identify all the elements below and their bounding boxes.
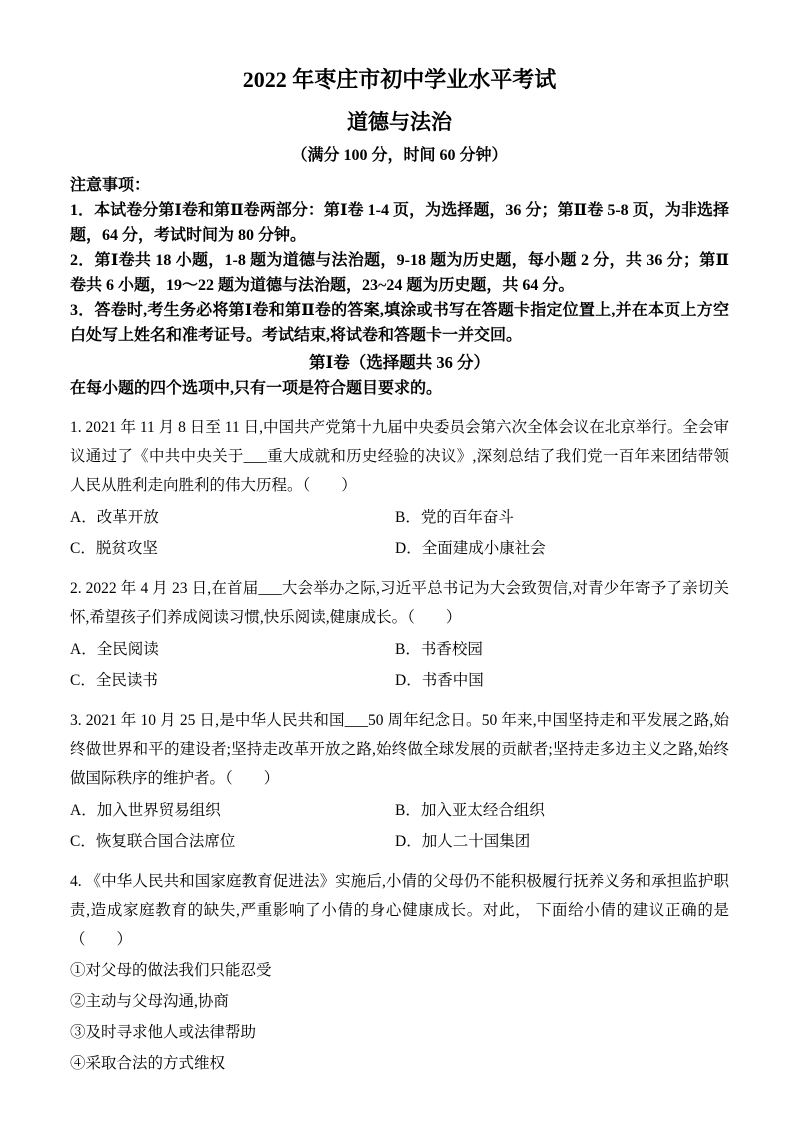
question-3 [70,706,729,856]
question-1-options [70,503,729,563]
question-2-options [70,635,729,695]
exam-title: 2022 年枣庄市初中学业水平考试 [242,67,557,92]
notice-item-2: 2．第Ⅰ卷共 18 小题，1-8 题为道德与法治题，9-18 题为历史题，每小题 2 分，共 36 分；第Ⅱ卷共 6 小题，19～22 题为道德与法治题，23~24 题为历史题，共 64 分。 [70,252,729,294]
question-2-stem: 2. 2022 年 4 月 23 日,在首届___大会举办之际,习近平总书记为大会致贺信,对青少年寄予了亲切关怀,希望孩子们养成阅读习惯,快乐阅读,健康成长。（ ） [70,580,729,626]
exam-meta: （满分 100 分，时间 60 分钟） [291,147,508,164]
question-1-stem: 1. 2021 年 11 月 8 日至 11 日,中国共产党第十九届中央委员会第六次全体会议在北京举行。全会审议通过了《中共中央关于___重大成就和历史经验的决议》,深刻总结了我们党一百年来团结带领人民从胜利走向胜利的伟大历程。（ ） [70,419,729,494]
question-3-option-d: D．加人二十国集团 [395,833,531,850]
question-1 [70,413,729,563]
question-4-statement-1: ①对父母的做法我们只能忍受 [70,962,272,979]
question-2-option-b: B．书香校园 [395,641,483,658]
question-3-options [70,796,729,856]
question-2-option-d: D．书香中国 [395,672,484,689]
question-3-option-b: B．加入亚太经合组织 [395,802,545,819]
question-1-option-d: D．全面建成小康社会 [395,540,546,557]
question-4-statement-2: ②主动与父母沟通,协商 [70,993,229,1010]
notice-heading: 注意事项： [70,177,151,194]
question-2-option-a: A．全民阅读 [70,641,159,658]
question-3-option-a: A．加入世界贸易组织 [70,802,221,819]
question-1-option-b: B．党的百年奋斗 [395,509,514,526]
question-4-statement-4: ④采取合法的方式维权 [70,1055,226,1072]
question-4-statements [70,956,729,1078]
question-2-option-c: C．全民读书 [70,672,158,689]
question-4-statement-3: ③及时寻求他人或法律帮助 [70,1024,257,1041]
question-4-stem: 4. 《中华人民共和国家庭教育促进法》实施后,小倩的父母仍不能积极履行抚养义务和承担监护职责,造成家庭教育的缺失,严重影响了小倩的身心健康成长。对此， 下面给小倩的建议正确的是（ ） [70,873,729,948]
question-2 [70,574,729,695]
notice-section [70,173,729,348]
section-instruction: 在每小题的四个选项中,只有一项是符合题目要求的。 [70,380,443,397]
question-3-option-c: C．恢复联合国合法席位 [70,833,236,850]
section-title: 第Ⅰ卷（选择题共 36 分） [309,353,490,372]
question-3-stem: 3. 2021 年 10 月 25 日,是中华人民共和国___50 周年纪念日。50 年来,中国坚持走和平发展之路,始终做世界和平的建设者;坚持走改革开放之路,始终做全球发展的贡献者;坚持走多边主义之路,始终做国际秩序的维护者。（ ） [70,712,729,787]
notice-item-1: 1．本试卷分第Ⅰ卷和第Ⅱ卷两部分：第Ⅰ卷 1-4 页，为选择题，36 分；第Ⅱ卷 5-8 页，为非选择题，64 分，考试时间为 80 分钟。 [70,202,729,244]
question-1-option-a: A．改革开放 [70,509,159,526]
notice-item-3: 3．答卷时,考生务必将第Ⅰ卷和第Ⅱ卷的答案,填涂或书写在答题卡指定位置上,并在本页上方空白处写上姓名和准考证号。考试结束,将试卷和答题卡一并交回。 [70,302,729,344]
question-1-option-c: C．脱贫攻坚 [70,540,158,557]
exam-subject: 道德与法治 [347,110,452,134]
question-4 [70,867,729,1078]
